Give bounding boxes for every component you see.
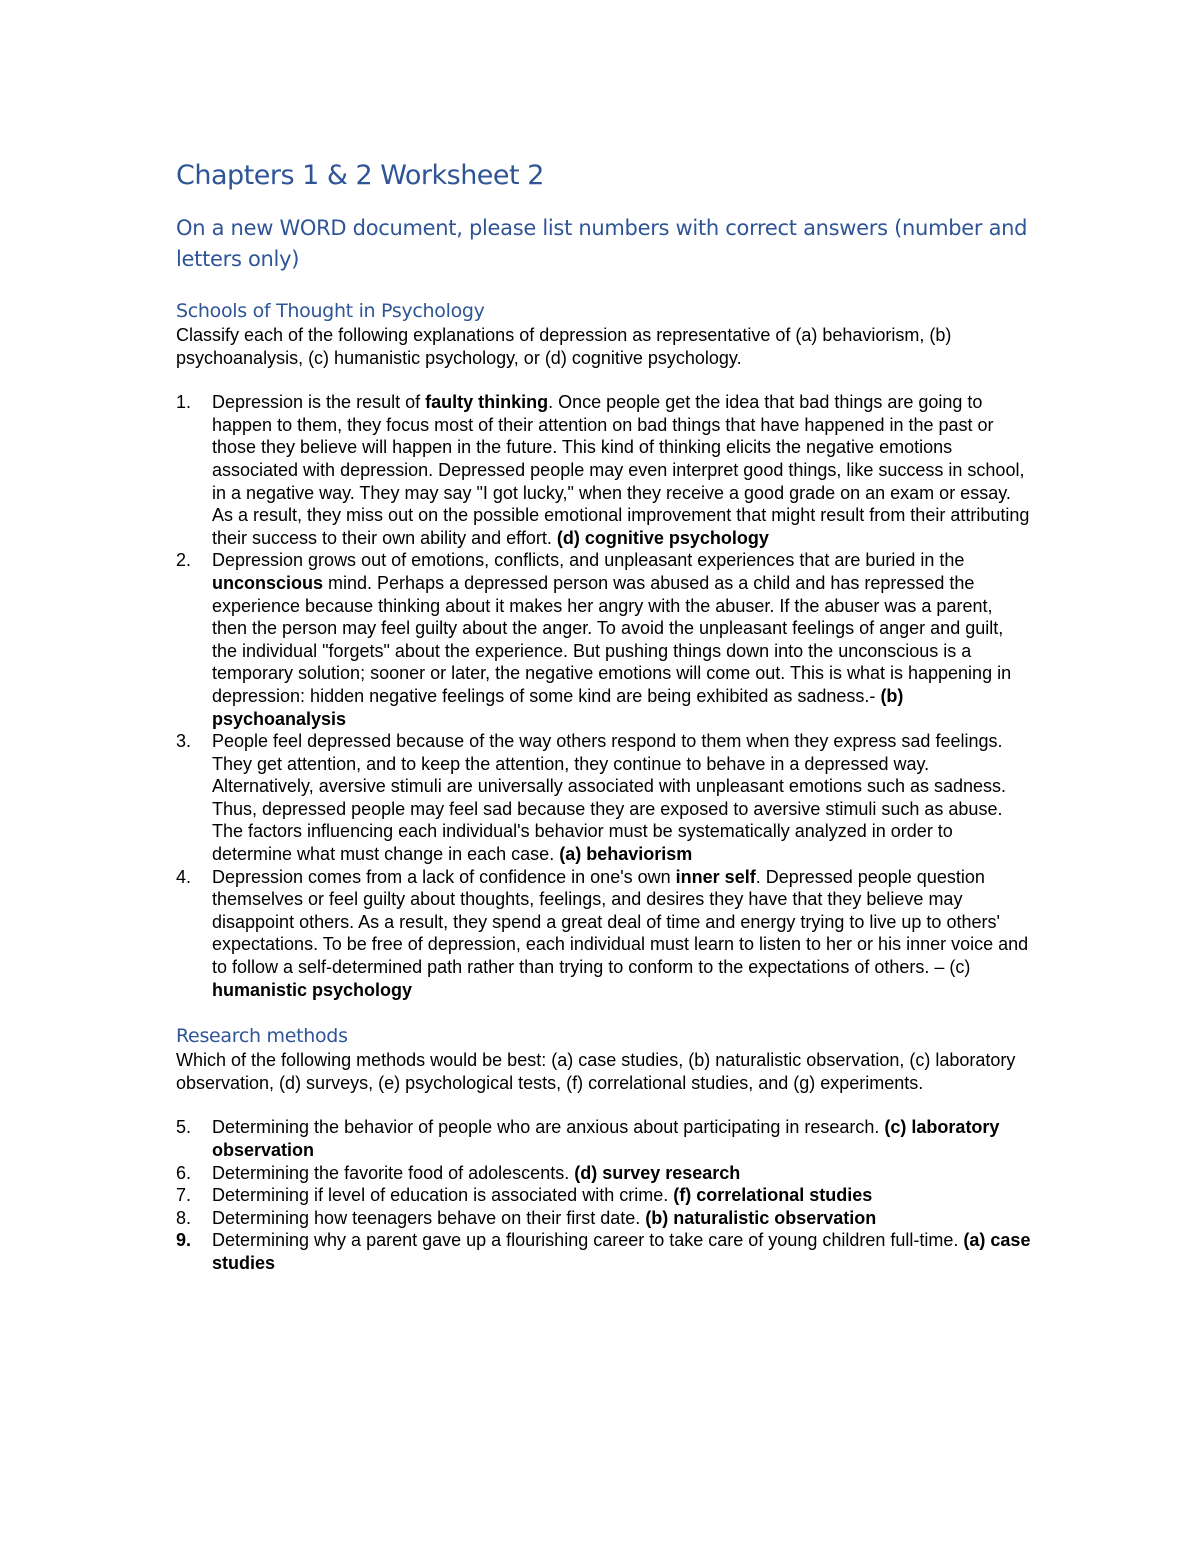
section-intro-research: Which of the following methods would be best: (a) case studies, (b) naturalistic observation, (c) laboratory observation, (d) surveys, (e) psychological tests, (f) correlational studies, and (g) experiments. <box>176 1050 1016 1093</box>
list-item <box>176 1207 1032 1230</box>
list-item <box>176 1184 1032 1207</box>
question-number: 8. <box>176 1207 192 1228</box>
key-term: faulty thinking <box>425 392 549 413</box>
document-title: Chapters 1 & 2 Worksheet 2 <box>176 160 544 191</box>
question-text: Depression comes from a lack of confidence in one's own <box>212 866 676 887</box>
list-item <box>176 391 1032 549</box>
list-item <box>176 730 1032 866</box>
question-text: Determining if level of education is associated with crime. <box>212 1185 674 1206</box>
question-text: Determining the behavior of people who are anxious about participating in research. <box>212 1117 885 1138</box>
question-number: 2. <box>176 550 192 571</box>
section-heading-schools: Schools of Thought in Psychology <box>176 300 485 322</box>
question-list-schools <box>176 391 1032 1001</box>
question-number: 3. <box>176 731 192 752</box>
question-text: mind. Perhaps a depressed person was abused as a child and has repressed the experience because thinking about it makes her angry with the abuser. If the abuser was a parent, then the person may feel guilty about the anger. To avoid the unpleasant feelings of anger and guilt, the individual "forgets" about the experience. But pushing things down into the unconscious is a temporary solution; sooner or later, the negative emotions will come out. This is what is happening in depression: hidden negative feelings of some kind are being exhibited as sadness.- <box>212 572 1012 706</box>
answer-text: (a) case studies <box>212 1230 1031 1273</box>
question-text: Depression is the result of <box>212 392 426 413</box>
answer-text: (f) correlational studies <box>673 1185 873 1206</box>
question-text: Depression grows out of emotions, conflicts, and unpleasant experiences that are buried in the <box>212 550 965 571</box>
answer-text: (d) survey research <box>574 1162 741 1183</box>
question-number: 5. <box>176 1117 192 1138</box>
answer-text: (b) psychoanalysis <box>212 685 904 729</box>
question-text: Determining the favorite food of adolescents. <box>212 1162 575 1183</box>
section-heading-research: Research methods <box>176 1025 348 1048</box>
question-list-research <box>176 1116 1032 1274</box>
answer-text: humanistic psychology <box>212 979 413 1000</box>
question-text: Determining how teenagers behave on their first date. <box>212 1207 646 1228</box>
answer-text: (c) laboratory observation <box>212 1117 1000 1160</box>
answer-text: (d) cognitive psychology <box>556 527 769 548</box>
question-text: . Once people get the idea that bad things are going to happen to them, they focus most of their attention on bad things that have happened in the past or those they believe will happen in the future. This kind of thinking elicits the negative emotions associated with depression. Depressed people may even interpret good things, like success in school, in a negative way. They may say "I got lucky," when they receive a good grade on an exam or essay. As a result, they miss out on the possible emotional improvement that might result from their attributing their success to their own ability and effort. <box>212 392 1030 548</box>
document-page <box>176 160 1032 1275</box>
question-number: 9. <box>176 1230 192 1251</box>
answer-text: (b) naturalistic observation <box>645 1207 877 1228</box>
answer-text: (a) behaviorism <box>559 844 693 865</box>
section-spacer <box>176 1001 1032 1023</box>
key-term: inner self <box>675 866 756 887</box>
question-text: . Depressed people question themselves or feel guilty about thoughts, feelings, and desires they have that they believe may disappoint others. As a result, they spend a great deal of time and energy trying to live up to others' expectations. To be free of depression, each individual must learn to listen to her or his inner voice and to follow a self-determined path rather than trying to conform to the expectations of others. – (c) <box>212 866 1029 978</box>
question-number: 1. <box>176 392 192 413</box>
question-number: 7. <box>176 1185 192 1206</box>
list-item <box>176 549 1032 730</box>
key-term: unconscious <box>212 572 324 593</box>
list-item <box>176 1116 1032 1161</box>
section-intro-schools: Classify each of the following explanations of depression as representative of (a) behaviorism, (b) psychoanalysis, (c) humanistic psychology, or (d) cognitive psychology. <box>176 325 952 368</box>
document-subtitle: On a new WORD document, please list numbers with correct answers (number and letters only) <box>176 216 1028 271</box>
question-text: People feel depressed because of the way others respond to them when they express sad feelings. They get attention, and to keep the attention, they continue to behave in a depressed way. Alternatively, aversive stimuli are universally associated with unpleasant emotions such as sadness. Thus, depressed people may feel sad because they are exposed to aversive stimuli such as abuse. The factors influencing each individual's behavior must be systematically analyzed in order to determine what must change in each case. <box>212 731 1007 865</box>
list-item <box>176 1162 1032 1185</box>
list-item <box>176 866 1032 1002</box>
list-item <box>176 1229 1032 1274</box>
question-number: 6. <box>176 1162 192 1183</box>
question-number: 4. <box>176 866 192 887</box>
question-text: Determining why a parent gave up a flourishing career to take care of young children full-time. <box>212 1230 964 1251</box>
